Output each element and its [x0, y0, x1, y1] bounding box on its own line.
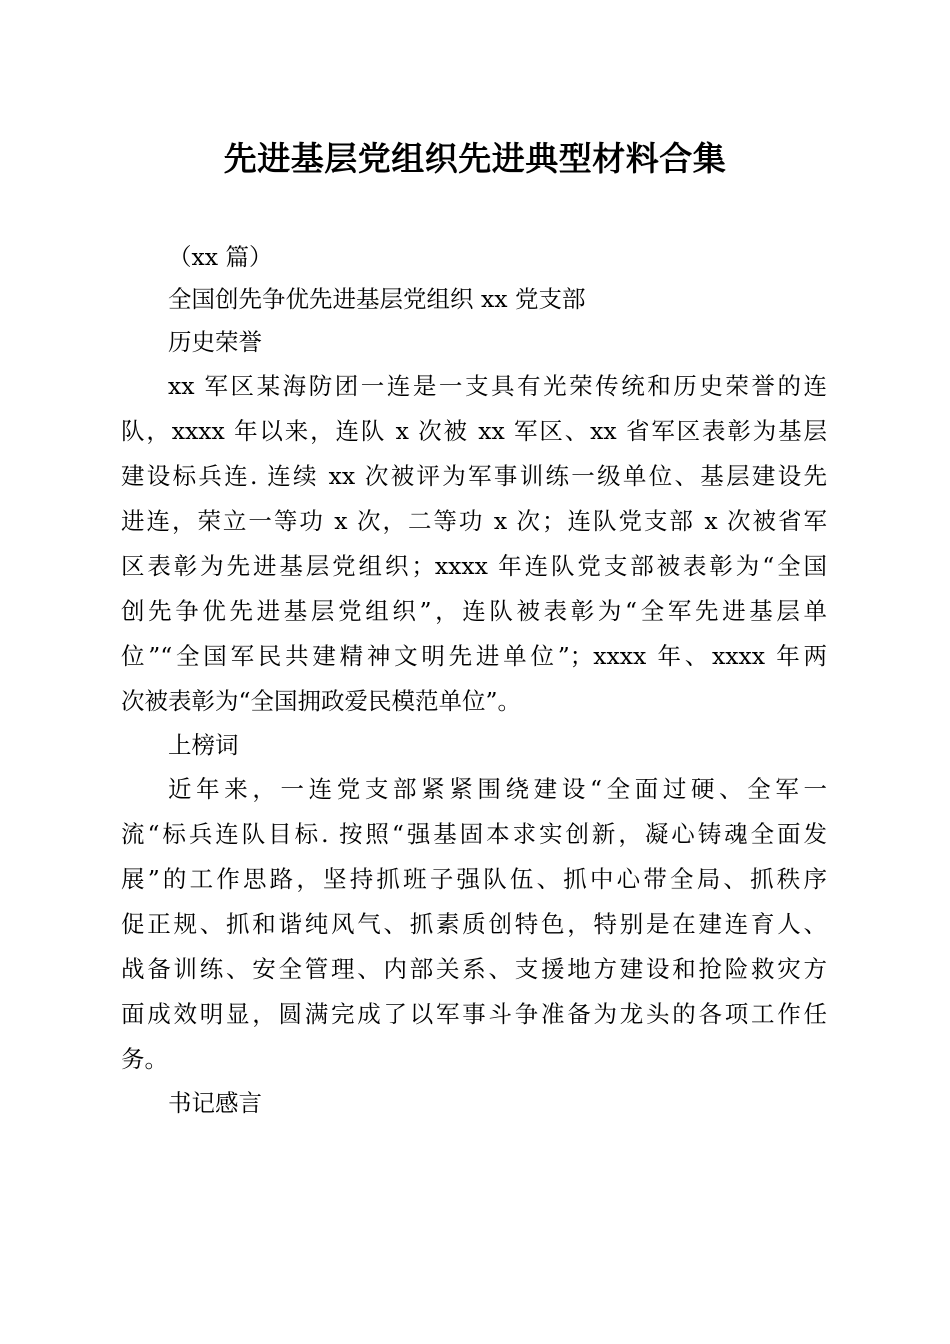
paragraph-line: 务。	[121, 1045, 168, 1073]
paragraph-line: 展”的工作思路，坚持抓班子强队伍、抓中心带全局、抓秩序	[121, 865, 827, 893]
document-title: 先进基层党组织先进典型材料合集	[223, 139, 727, 178]
paragraph-line: 流“标兵连队目标. 按照“强基固本求实创新，凝心铸魂全面发	[121, 820, 827, 848]
paragraph-line: 创先争优先进基层党组织”，连队被表彰为“全军先进基层单	[121, 597, 827, 625]
section-heading-citation: 上榜词	[168, 731, 239, 759]
paragraph-line: 次被表彰为“全国拥政爱民模范单位”。	[121, 687, 522, 715]
award-heading: 全国创先争优先进基层党组织 xx 党支部	[168, 285, 586, 313]
paragraph-line: 队，xxxx 年以来，连队 x 次被 xx 军区、xx 省军区表彰为基层	[121, 417, 827, 445]
chapter-count: （xx 篇）	[168, 243, 273, 271]
paragraph-line: 面成效明显，圆满完成了以军事斗争准备为龙头的各项工作任	[121, 1000, 827, 1028]
paragraph-line: 区表彰为先进基层党组织；xxxx 年连队党支部被表彰为“全国	[121, 552, 827, 580]
paragraph-line: 战备训练、安全管理、内部关系、支援地方建设和抢险救灾方	[121, 955, 827, 983]
paragraph-line: 近年来，一连党支部紧紧围绕建设“全面过硬、全军一	[168, 775, 827, 803]
paragraph-line: 建设标兵连. 连续 xx 次被评为军事训练一级单位、基层建设先	[121, 462, 827, 490]
paragraph-line: xx 军区某海防团一连是一支具有光荣传统和历史荣誉的连	[168, 372, 827, 400]
paragraph-line: 位”“全国军民共建精神文明先进单位”；xxxx 年、xxxx 年两	[121, 642, 827, 670]
section-heading-secretary: 书记感言	[168, 1089, 262, 1117]
paragraph-line: 进连，荣立一等功 x 次，二等功 x 次；连队党支部 x 次被省军	[121, 507, 827, 535]
section-heading-history: 历史荣誉	[168, 328, 262, 356]
paragraph-line: 促正规、抓和谐纯风气、抓素质创特色，特别是在建连育人、	[121, 910, 827, 938]
